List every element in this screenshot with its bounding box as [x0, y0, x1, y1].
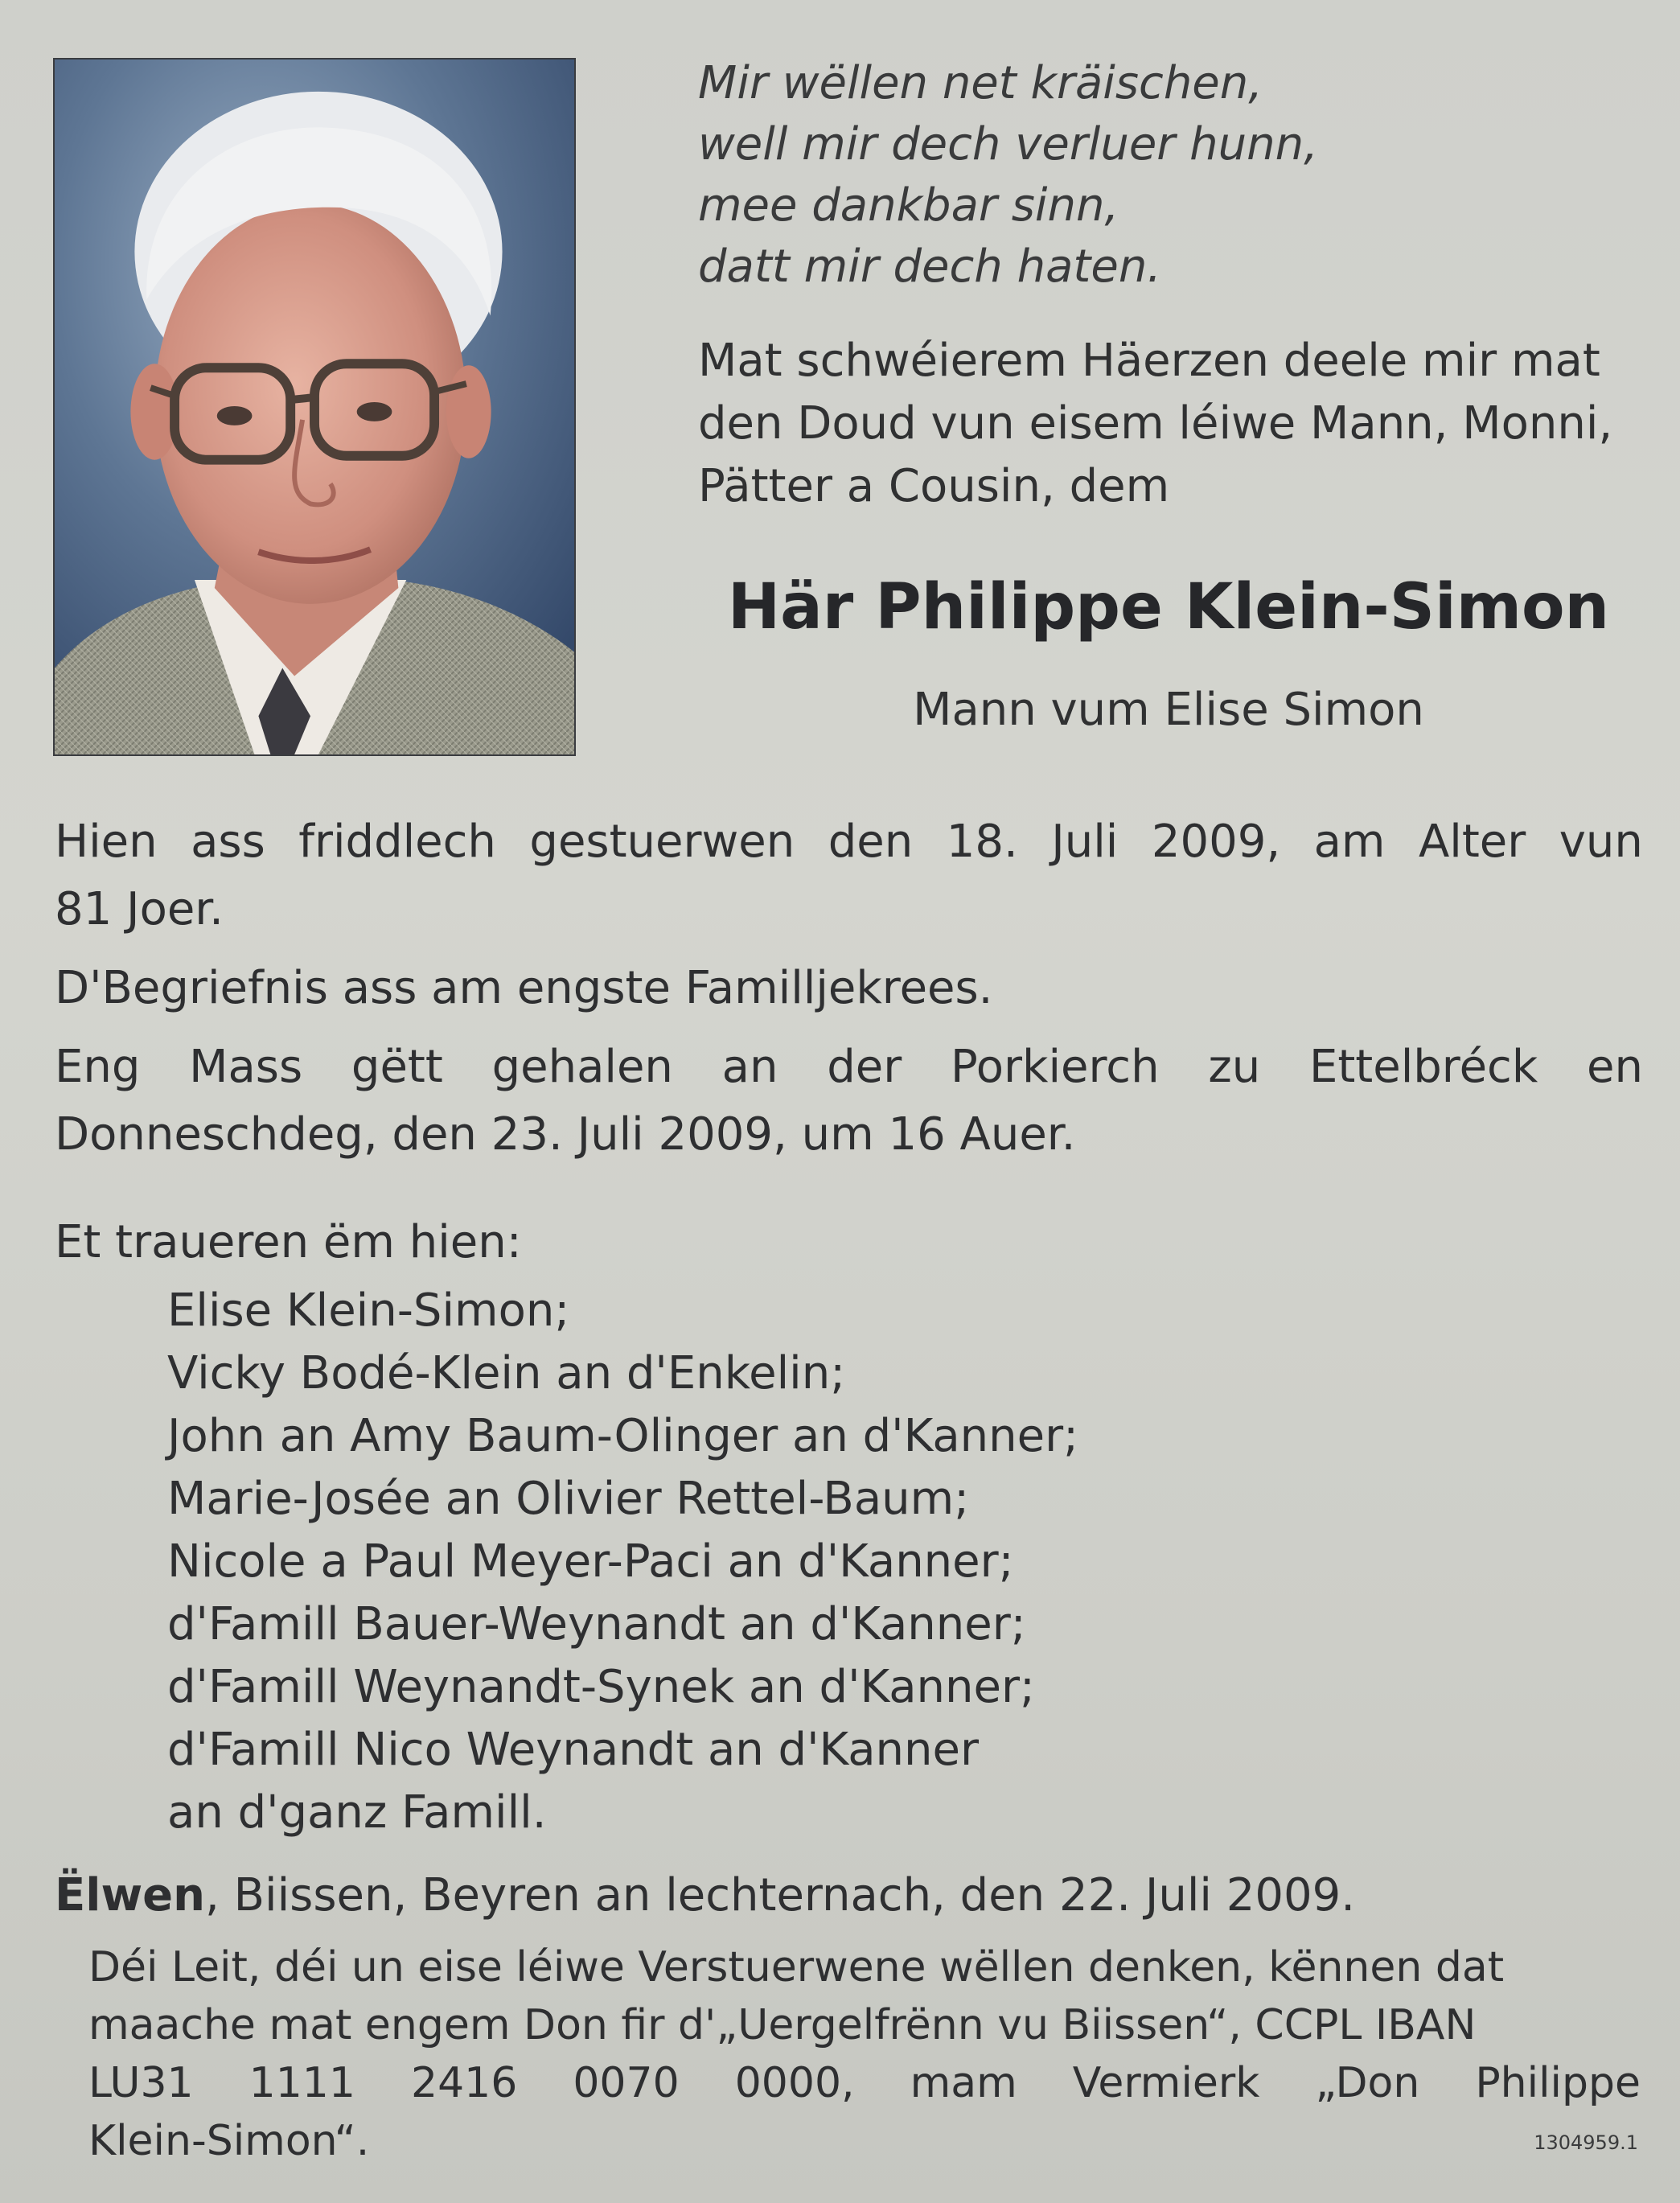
word: gestuerwen [529, 816, 795, 868]
place-city: Ëlwen [55, 1869, 206, 1921]
word: LU31 [88, 2059, 194, 2107]
mourner-entry: Marie-Josée an Olivier Rettel-Baum; [167, 1473, 970, 1525]
word: an [721, 1041, 778, 1093]
word: Eng [55, 1041, 141, 1093]
word: „Don [1315, 2059, 1420, 2107]
intro-line: Mat schwéierem Häerzen deele mir mat [698, 335, 1600, 387]
word: 0070 [573, 2059, 680, 2107]
mourner-entry: John an Amy Baum-Olinger an d'Kanner; [167, 1410, 1078, 1462]
word: Ettelbréck [1308, 1041, 1538, 1093]
word: Juli [1051, 816, 1119, 868]
donation-note [88, 1938, 1641, 2170]
portrait-photo [53, 58, 576, 756]
intro-line: den Doud vun eisem léiwe Mann, Monni, [698, 397, 1613, 450]
mourner-entry: d'Famill Nico Weynandt an d'Kanner [167, 1724, 980, 1776]
intro-line: Pätter a Cousin, dem [698, 460, 1170, 512]
word: der [827, 1041, 902, 1093]
poem-line: well mir dech verluer hunn, [698, 118, 1318, 171]
donation-line-4: Klein-Simon“. [88, 2117, 370, 2165]
word: Philippe [1475, 2059, 1641, 2107]
death-paragraph [55, 808, 1643, 943]
word: 18. [946, 816, 1018, 868]
poem-line: mee dankbar sinn, [698, 179, 1119, 232]
mass-paragraph [55, 1034, 1643, 1169]
donation-line-2: maache mat engem Don fir d'„Uergelfrënn vu Biissen“, CCPL IBAN [88, 2001, 1477, 2049]
mourner-entry: an d'ganz Famill. [167, 1786, 547, 1839]
word: en [1587, 1041, 1643, 1093]
deceased-subtitle: Mann vum Elise Simon [913, 684, 1424, 736]
word: 2009, [1151, 816, 1281, 868]
mass-line-2: Donneschdeg, den 23. Juli 2009, um 16 Auer. [55, 1108, 1076, 1161]
word: 0000, [734, 2059, 855, 2107]
funeral-paragraph: D'Begriefnis ass am engste Familljekrees. [55, 962, 993, 1014]
mourners-heading: Et traueren ëm hien: [55, 1216, 522, 1268]
word: friddlech [298, 816, 496, 868]
word: 1111 [249, 2059, 355, 2107]
mourner-entry: Nicole a Paul Meyer-Paci an d'Kanner; [167, 1535, 1014, 1588]
mass-line-1 [55, 1034, 1643, 1101]
mourners-list [55, 1280, 1643, 1844]
notice-body [55, 808, 1643, 1930]
poem-line: Mir wëllen net kräischen, [698, 57, 1263, 109]
word: Porkierch [950, 1041, 1160, 1093]
deceased-name: Här Philippe Klein-Simon [727, 571, 1610, 643]
poem-line: datt mir dech haten. [698, 240, 1162, 293]
word: gehalen [491, 1041, 673, 1093]
word: ass [191, 816, 265, 868]
word: mam [910, 2059, 1017, 2107]
word: 2416 [410, 2059, 518, 2107]
death-line-1 [55, 808, 1643, 876]
memorial-poem [698, 53, 1639, 298]
word: Mass [189, 1041, 303, 1093]
mourner-entry: d'Famill Weynandt-Synek an d'Kanner; [167, 1661, 1035, 1713]
word: Hien [55, 816, 158, 868]
place-and-date [55, 1862, 1643, 1930]
reference-number: 1304959.1 [1534, 2131, 1638, 2154]
mourner-entry: Vicky Bodé-Klein an d'Enkelin; [167, 1347, 846, 1399]
donation-line-3 [88, 2054, 1641, 2112]
mourner-entry: Elise Klein-Simon; [167, 1284, 570, 1337]
word: vun [1559, 816, 1643, 868]
announcement-intro [698, 330, 1639, 518]
donation-line-1: Déi Leit, déi un eise léiwe Verstuerwene wëllen denken, kënnen dat [88, 1943, 1505, 1991]
death-line-2: 81 Joer. [55, 883, 224, 935]
mourner-entry: d'Famill Bauer-Weynandt an d'Kanner; [167, 1598, 1026, 1650]
place-rest: , Biissen, Beyren an lechternach, den 22. Juli 2009. [205, 1869, 1356, 1921]
word: am [1313, 816, 1386, 868]
word: zu [1208, 1041, 1261, 1093]
word: gëtt [351, 1041, 443, 1093]
word: Alter [1418, 816, 1526, 868]
word: Vermierk [1072, 2059, 1260, 2107]
word: den [828, 816, 914, 868]
